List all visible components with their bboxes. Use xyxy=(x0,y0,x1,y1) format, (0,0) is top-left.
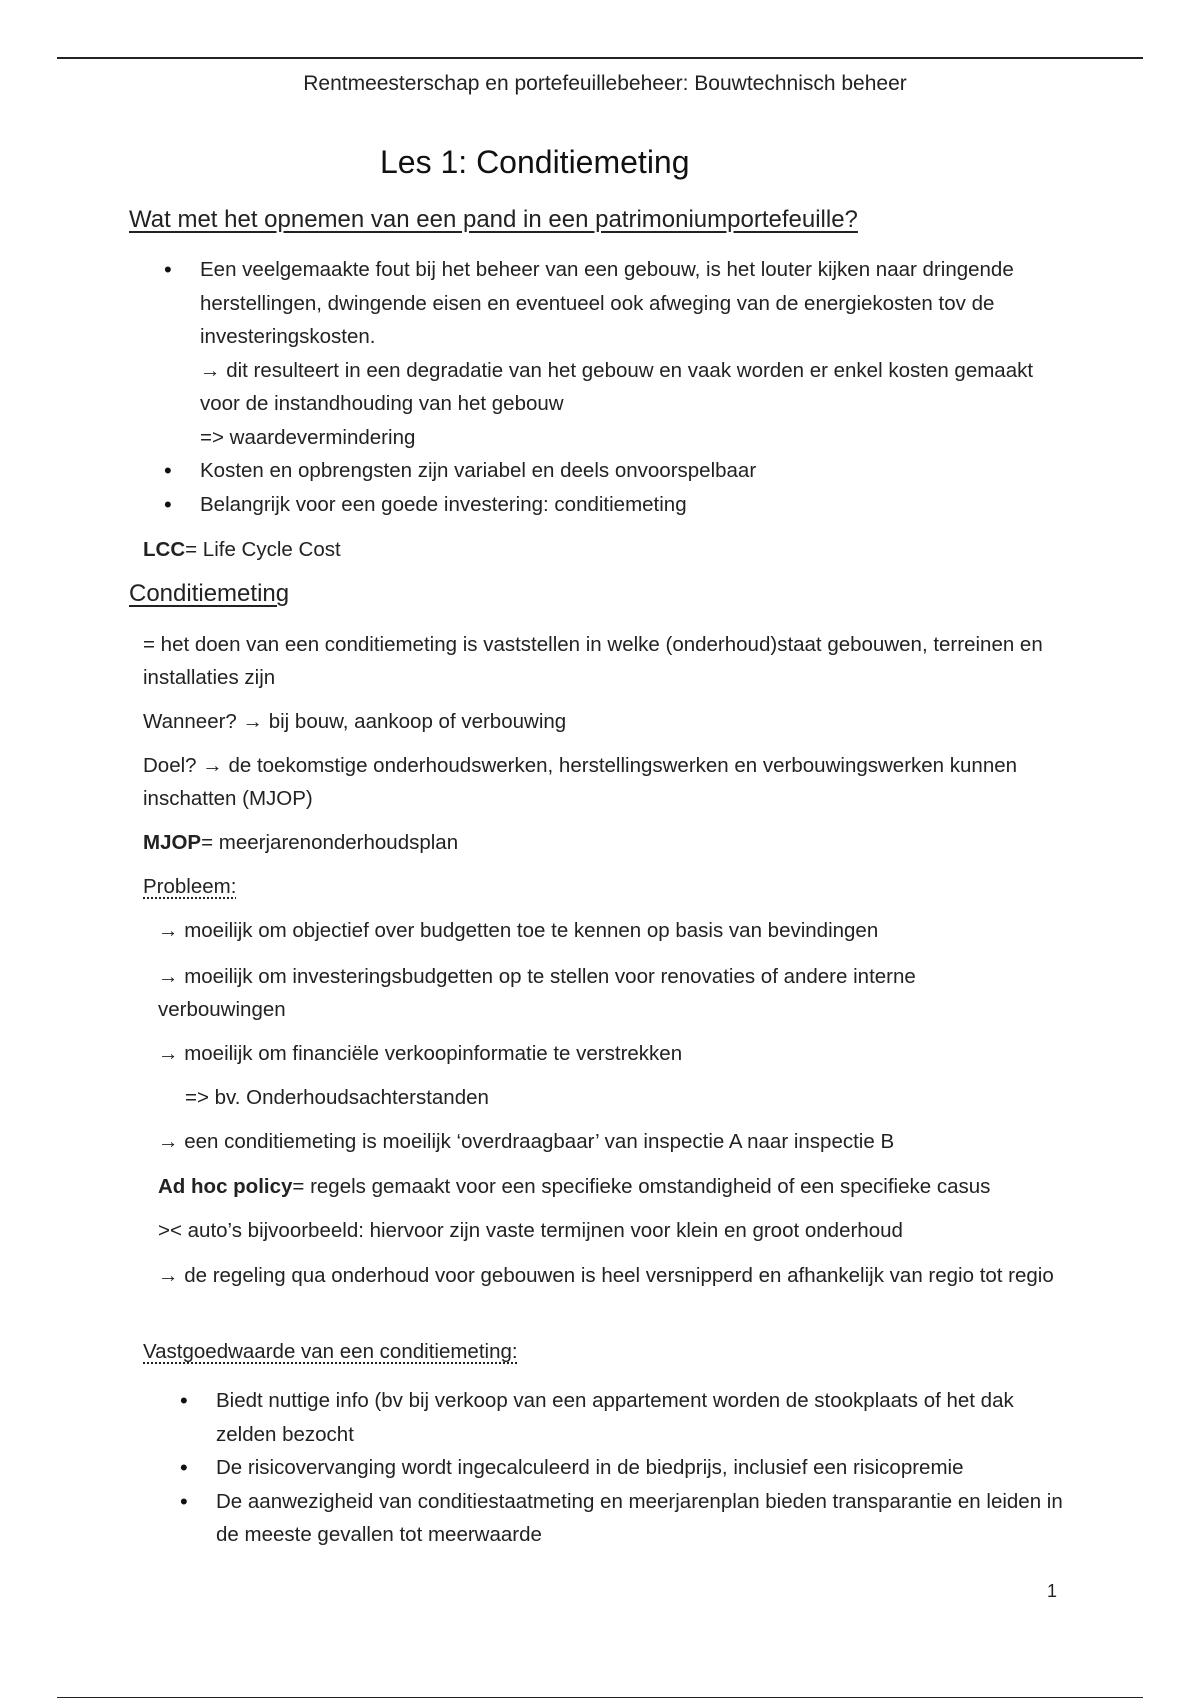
mjop-definition: MJOP= meerjarenonderhoudsplan xyxy=(143,831,459,854)
bullet-list-vastgoedwaarde xyxy=(180,1384,1076,1552)
list-item: • Belangrijk voor een goede investering: conditiemeting xyxy=(200,488,1060,522)
list-item: • Biedt nuttige info (bv bij verkoop van een appartement worden de stookplaats of het dak zelden bezocht xyxy=(216,1384,1076,1451)
bullet-icon: • xyxy=(180,1388,188,1413)
lcc-definition: LCC= Life Cycle Cost xyxy=(143,538,341,561)
header-rule xyxy=(57,57,1143,59)
problem-item: → moeilijk om objectief over budgetten toe te kennen op basis van bevindingen xyxy=(158,919,879,942)
autos-text: >< auto’s bijvoorbeeld: hiervoor zijn vaste termijnen voor klein en groot onderhoud xyxy=(158,1219,903,1242)
wanneer-text: Wanneer? → bij bouw, aankoop of verbouwing xyxy=(143,710,567,733)
bullet-icon: • xyxy=(180,1455,188,1480)
bullet-list-portefeuille xyxy=(164,253,1060,521)
vastgoedwaarde-label: Vastgoedwaarde van een conditiemeting: xyxy=(143,1340,518,1363)
page-number: 1 xyxy=(1047,1581,1058,1601)
list-item: • De aanwezigheid van conditiestaatmeting en meerjarenplan bieden transparantie en leiden in de meeste gevallen tot meerwaarde xyxy=(216,1485,1076,1552)
section-heading-portefeuille: Wat met het opnemen van een pand in een patrimoniumportefeuille? xyxy=(129,206,858,233)
section-heading-conditiemeting: Conditiemeting xyxy=(129,580,290,607)
bullet-icon: • xyxy=(164,491,172,517)
page-title: Les 1: Conditiemeting xyxy=(380,144,690,180)
bullet-icon: • xyxy=(164,458,172,483)
list-item: • De risicovervanging wordt ingecalculeerd in de biedprijs, inclusief een risicopremie xyxy=(216,1451,1076,1485)
problem-item: → een conditiemeting is moeilijk ‘overdraagbaar’ van inspectie A naar inspectie B xyxy=(158,1130,895,1153)
problem-item: → moeilijk om financiële verkoopinformatie te verstrekken xyxy=(158,1042,683,1065)
running-header: Rentmeesterschap en portefeuillebeheer: Bouwtechnisch beheer xyxy=(303,72,907,95)
doel-text: Doel? → de toekomstige onderhoudswerken, herstellingswerken en verbouwingswerken kunnen inschatten (MJOP) xyxy=(143,754,1018,810)
adhoc-definition: Ad hoc policy= regels gemaakt voor een specifieke omstandigheid of een specifieke casus xyxy=(158,1175,991,1198)
bullet-icon: • xyxy=(164,257,172,282)
list-item: • Kosten en opbrengsten zijn variabel en deels onvoorspelbaar xyxy=(200,454,1060,488)
footer-rule xyxy=(57,1697,1143,1698)
regeling-text: → de regeling qua onderhoud voor gebouwen is heel versnipperd en afhankelijk van regio tot regio xyxy=(158,1264,1054,1287)
problem-item: => bv. Onderhoudsachterstanden xyxy=(185,1086,489,1109)
bullet-icon: • xyxy=(180,1488,188,1514)
probleem-label: Probleem: xyxy=(143,875,237,898)
problem-item: → moeilijk om investeringsbudgetten op te stellen voor renovaties of andere interne verbouwingen xyxy=(158,965,916,1021)
conditiemeting-definition: = het doen van een conditiemeting is vaststellen in welke (onderhoud)staat gebouwen, terreinen en installaties zijn xyxy=(143,633,1043,689)
list-item: • Een veelgemaakte fout bij het beheer van een gebouw, is het louter kijken naar dringende herstellingen, dwingende eisen en eventueel ook afweging van de energiekosten tov de investeringskosten. → dit resulteert in een degradatie van het gebouw en vaak worden er enkel kosten gemaakt voor de instandhouding van het gebouw => waardevermindering xyxy=(200,253,1060,454)
